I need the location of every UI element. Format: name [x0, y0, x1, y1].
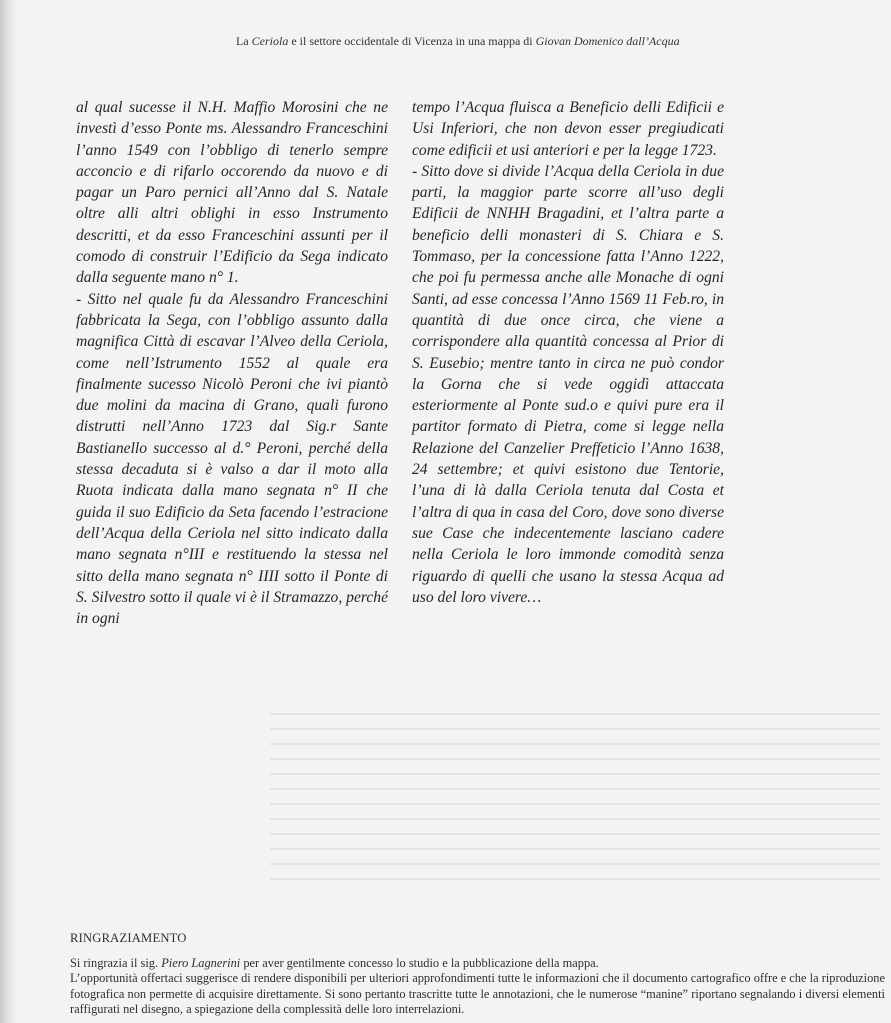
- show-through-line: [270, 773, 880, 775]
- ack-line1-suffix: per aver gentilmente concesso lo studio e la pubblicazione della mappa.: [240, 956, 599, 971]
- show-through-line: [270, 728, 880, 730]
- show-through-text: [270, 700, 880, 910]
- show-through-line: [270, 803, 880, 805]
- left-paragraph-2: - Sitto nel quale fu da Alessandro Franceschini fabbricata la Sega, con l’obbligo assunto dalla magnifica Città di escavar l’Alveo della Ceriola, come nell’Istrumento 1552 al quale era finalmente sucesso Nicolò Peroni che ivi piantò due molini da macina di Grano, quali furono distrutti nell’Anno 1723 dal Sig.r Sante Bastianello successo al d.° Peroni, perché della stessa decaduta si è valso a dar il moto alla Ruota indicata dalla mano segnata n° II che guida il suo Edificio da Seta facendo l’estracione dell’Acqua della Ceriola nel sitto indicato dalla mano segnata n°III e restituendo la stessa nel sitto della mano segnata n° IIII sotto il Ponte di S. Silvestro sotto il quale vi è il Stramazzo, perché in ogni: [76, 290, 388, 628]
- running-header: [236, 34, 876, 49]
- show-through-line: [270, 788, 880, 790]
- right-paragraph-2: - Sitto dove si divide l’Acqua della Ceriola in due parti, la maggior parte scorre all’uso degli Edificii de NNHH Bragadini, et l’altra parte a beneficio delli monasteri di S. Chiara e S. Tommaso, per la concessione fatta l’Anno 1222, che poi fu permessa anche alle Monache di ogni Santi, ad esse concessa l’Anno 1569 11 Feb.ro, in quantità di due once circa, che viene a corrispondere alla quantità concessa al Prior di S. Eusebio; mentre tanto in circa ne può condor la Gorna che si vede oggidì attaccata esteriormente al Ponte sud.o e quivi pure era il partitor formato di Pietra, come si legge nella Relazione del Canzelier Preffeticio l’Anno 1638, 24 settembre; et quivi esistono due Tentorie, l’una di là dalla Ceriola tenuta dal Costa et l’altra di qua in casa del Coro, dove sono diverse sue Case che indecentemente lasciano cadere nella Ceriola le loro immonde comodità senza riguardo di quelli che usano la stessa Acqua ad uso del loro vivere…: [412, 162, 724, 606]
- show-through-line: [270, 833, 880, 835]
- header-middle: e il settore occidentale di Vicenza in una mappa di: [288, 34, 536, 48]
- show-through-line: [270, 848, 880, 850]
- book-gutter-shadow: [0, 0, 18, 1023]
- show-through-line: [270, 713, 880, 715]
- left-paragraph-1: al qual sucesse il N.H. Maffio Morosini che ne investì d’esso Ponte ms. Alessandro Franceschini l’anno 1549 con l’obbligo di tenerlo sempre acconcio e di rifarlo occorendo da nuovo e di pagar un Paro pernici all’Anno dal S. Natale oltre alli altri oblighi in esso Instrumento descritti, et da esso Franceschini assunti per il comodo di construir l’Edificio da Sega indicato dalla seguente mano n° 1.: [76, 99, 388, 287]
- show-through-line: [270, 878, 880, 880]
- acknowledgement-body: L’opportunità offertaci suggerisce di rendere disponibili per ulteriori approfondimenti tutte le informazioni che il documento cartografico offre e che la riproduzione fotografica non permette di acquisire direttamente. Si sono pertanto trascritte tutte le annotazioni, che le numerose “manine” riportano segnalando i diversi elementi raffigurati nel disegno, a spiegazione della complessità delle loro interrelazioni.: [70, 971, 885, 1016]
- right-paragraph-1: tempo l’Acqua fluisca a Beneficio delli Edificii e Usi Inferiori, che non devon esser pregiudicati come edificii et usi anteriori e per la legge 1723.: [412, 99, 724, 159]
- header-italic-author: Giovan Domenico dall’Acqua: [535, 34, 680, 48]
- header-italic-ceriola: Ceriola: [251, 34, 289, 48]
- header-prefix: La: [236, 34, 252, 48]
- acknowledgement-section: [70, 931, 885, 1017]
- right-column: [412, 97, 724, 608]
- show-through-line: [270, 758, 880, 760]
- show-through-line: [270, 818, 880, 820]
- show-through-line: [270, 743, 880, 745]
- acknowledgement-line-1: [70, 956, 885, 971]
- acknowledgement-title: RINGRAZIAMENTO: [70, 931, 187, 945]
- ack-line1-prefix: Si ringrazia il sig.: [70, 956, 162, 971]
- show-through-line: [270, 863, 880, 865]
- ack-person-name: Piero Lagnerini: [161, 956, 241, 971]
- left-column: [76, 97, 388, 629]
